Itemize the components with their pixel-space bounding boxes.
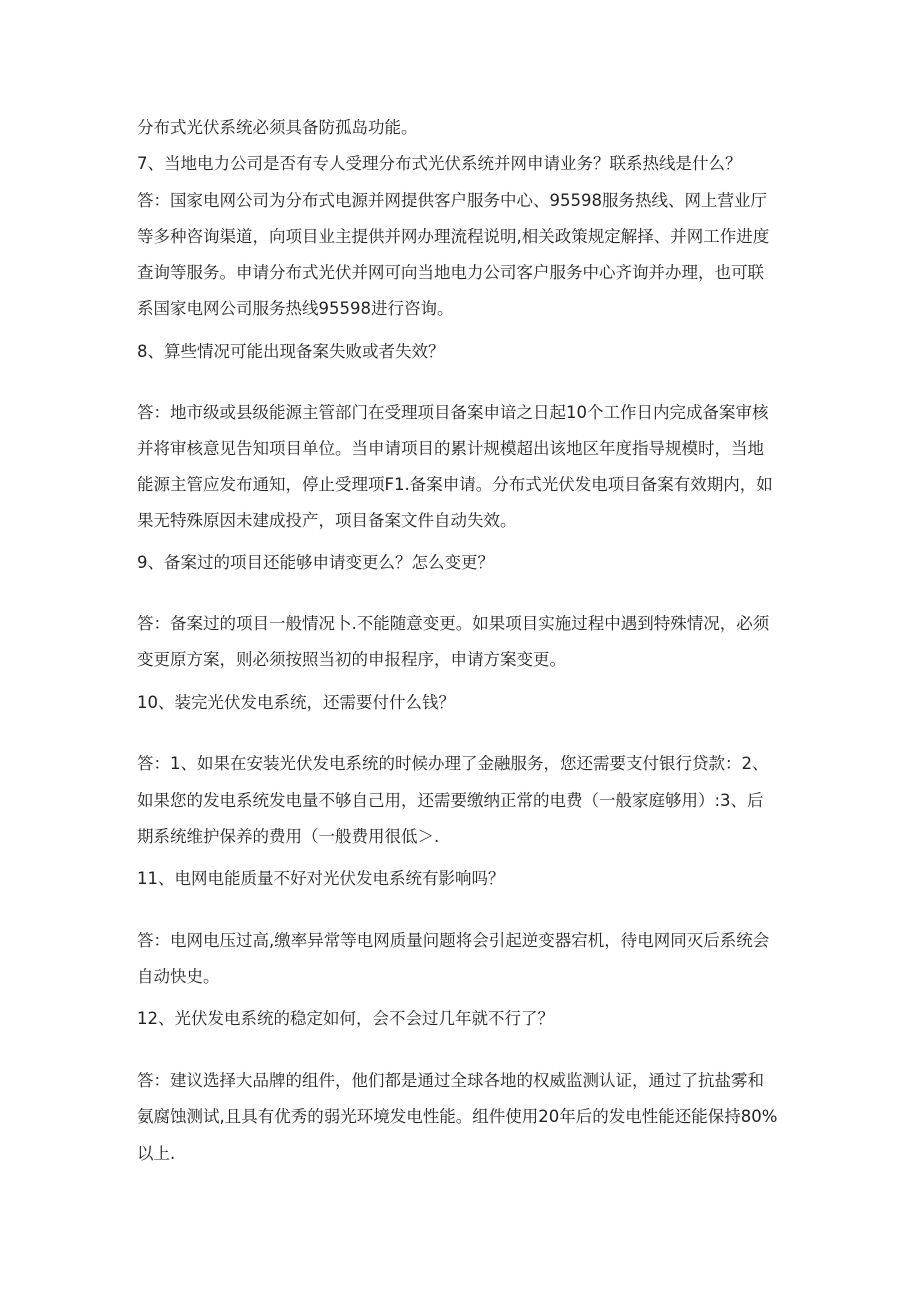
question-10: 10、装完光伏发电系统，还需要付什么钱？ (137, 693, 455, 712)
answer-line: 答：1、如果在安装光伏发电系统的时候办理了金融服务，您还需要支付银行贷款：2、 (137, 754, 769, 773)
answer-line: 查询等服务。申请分布式光伏并网可向当地电力公司客户服务中心齐询并办理，也可联 (137, 263, 764, 282)
answer-line: 果无特殊原因未建成投产，项目备案文件自动失效。 (137, 511, 517, 530)
answer-line: 以上. (137, 1144, 176, 1163)
answer-line: 并将审核意见告知项目单位。当申请项目的累计规模超出该地区年度指导规模时，当地 (137, 439, 764, 458)
answer-line: 能源主管应发布通知，停止受理项F1.备案申请。分布式光伏发电项目备案有效期内，如 (137, 475, 773, 494)
answer-line: 答：地市级或县级能源主管部门在受理项目备案申谙之日起10个工作日内完成备案审核 (137, 403, 769, 422)
answer-line: 等多种咨询渠道，向项目业主提供并网办理流程说明,相关政策规定解择、并网工作进度 (137, 227, 770, 246)
answer-line: 答：电网电压过高,缴率异常等电网质量问题将会引起逆变器宕机，待电网同灭后系统会 (137, 931, 770, 950)
question-12: 12、光伏发电系统的稳定如何，会不会过几年就不行了？ (137, 1009, 554, 1028)
answer-line: 自动快史。 (137, 967, 220, 986)
answer-line: 如果您的发电系统发电量不够自己用，还需要缴纳正常的电费（一般家庭够用）:3、后 (137, 791, 764, 810)
question-9: 9、备案过的项目还能够申请变更么？怎么变更？ (137, 553, 494, 572)
paragraph-line: 分布式光伏系统必须具备防孤岛功能。 (137, 118, 418, 137)
question-7: 7、当地电力公司是否有专人受理分布式光伏系统并网申请业务？联系热线是什么？ (137, 154, 742, 173)
answer-line: 答：建议选择大品牌的组件，他们都是通过全球各地的权威监测认证，通过了抗盐雾和 (137, 1071, 764, 1090)
question-8: 8、算些情况可能出现备案失败或者失效？ (137, 342, 445, 361)
answer-line: 系国家电网公司服务热线95598进行咨询。 (137, 299, 454, 318)
answer-line: 氨腐蚀测试,且具有优秀的弱光环境发电性能。组件使用20年后的发电性能还能保持80% (137, 1107, 778, 1126)
answer-line: 答：国家电网公司为分布式电源并网提供客户服务中心、95598服务热线、网上营业厅 (137, 191, 767, 210)
answer-line: 变更原方案，则必须按照当初的申报程序，申请方案变更。 (137, 650, 566, 669)
question-11: 11、电网电能质量不好对光伏发电系统有影响吗？ (137, 869, 505, 888)
answer-line: 答：备案过的项目一般情况卜.不能随意变更。如果项目实施过程中遇到特殊情况，必须 (137, 614, 770, 633)
answer-line: 期系统维护保养的费用（一般费用很低＞. (137, 827, 440, 846)
